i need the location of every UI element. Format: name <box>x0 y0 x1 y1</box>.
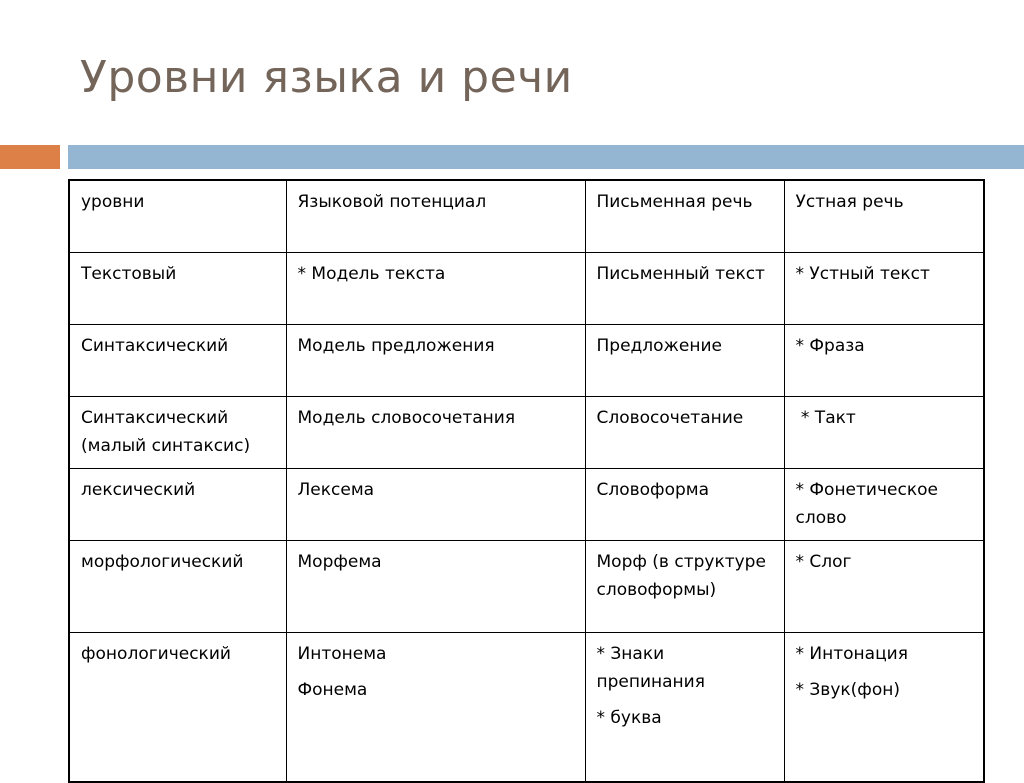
table-cell <box>69 632 286 782</box>
cell-text: * Интонация <box>795 643 908 664</box>
cell-text: Словоформа <box>596 479 710 500</box>
table-cell <box>784 324 984 396</box>
cell-text: * Слог <box>795 551 852 572</box>
table-cell <box>784 632 984 782</box>
table-cell <box>69 324 286 396</box>
language-levels-table <box>68 179 985 783</box>
table-cell <box>784 252 984 324</box>
cell-text: Интонема <box>297 643 387 664</box>
table-cell <box>784 396 984 468</box>
header-cell: Языковой потенциал <box>286 180 585 252</box>
table-row <box>69 632 984 782</box>
cell-text: * буква <box>596 707 662 728</box>
accent-bar-orange <box>0 145 60 169</box>
cell-text: Морф (в структуре словоформы) <box>596 551 766 600</box>
table-row <box>69 540 984 632</box>
cell-text: * Звук(фон) <box>795 679 900 700</box>
table-cell <box>69 468 286 540</box>
table-cell <box>585 252 784 324</box>
table-cell <box>585 396 784 468</box>
cell-text: Предложение <box>596 335 722 356</box>
table-cell <box>784 468 984 540</box>
cell-text: Синтаксический (малый синтаксис) <box>81 407 251 456</box>
table-cell <box>69 252 286 324</box>
cell-text: Синтаксический <box>81 335 229 356</box>
table-cell <box>286 540 585 632</box>
header-cell: Письменная речь <box>585 180 784 252</box>
cell-text: Текстовый <box>81 263 177 284</box>
table-cell <box>585 540 784 632</box>
cell-text: морфологический <box>81 551 244 572</box>
table-header-row <box>69 180 984 252</box>
table-cell <box>585 324 784 396</box>
cell-text: фонологический <box>81 643 231 664</box>
cell-text: Морфема <box>297 551 382 572</box>
table-cell <box>585 468 784 540</box>
slide-title: Уровни языка и речи <box>80 52 573 103</box>
cell-text: Словосочетание <box>596 407 744 428</box>
table-cell <box>69 540 286 632</box>
table-row <box>69 468 984 540</box>
table-cell <box>69 396 286 468</box>
cell-text: Письменный текст <box>596 263 765 284</box>
table-cell <box>784 540 984 632</box>
cell-text: * Знаки препинания <box>596 643 705 692</box>
table-row <box>69 396 984 468</box>
cell-text: * Модель текста <box>297 263 446 284</box>
cell-text: * Такт <box>795 407 856 428</box>
table-cell <box>286 396 585 468</box>
table-row <box>69 324 984 396</box>
accent-bar-blue <box>68 145 1024 169</box>
cell-text: * Устный текст <box>795 263 930 284</box>
cell-text: Модель предложения <box>297 335 495 356</box>
table-cell <box>585 632 784 782</box>
cell-text: * Фраза <box>795 335 865 356</box>
cell-text: лексический <box>81 479 196 500</box>
table-cell <box>286 324 585 396</box>
table-cell <box>286 252 585 324</box>
table-row <box>69 252 984 324</box>
table-cell <box>286 632 585 782</box>
cell-text: Лексема <box>297 479 375 500</box>
cell-text: * Фонетическое слово <box>795 479 938 528</box>
table-cell <box>286 468 585 540</box>
header-cell: уровни <box>69 180 286 252</box>
header-cell: Устная речь <box>784 180 984 252</box>
cell-text: Фонема <box>297 679 368 700</box>
cell-text: Модель словосочетания <box>297 407 516 428</box>
